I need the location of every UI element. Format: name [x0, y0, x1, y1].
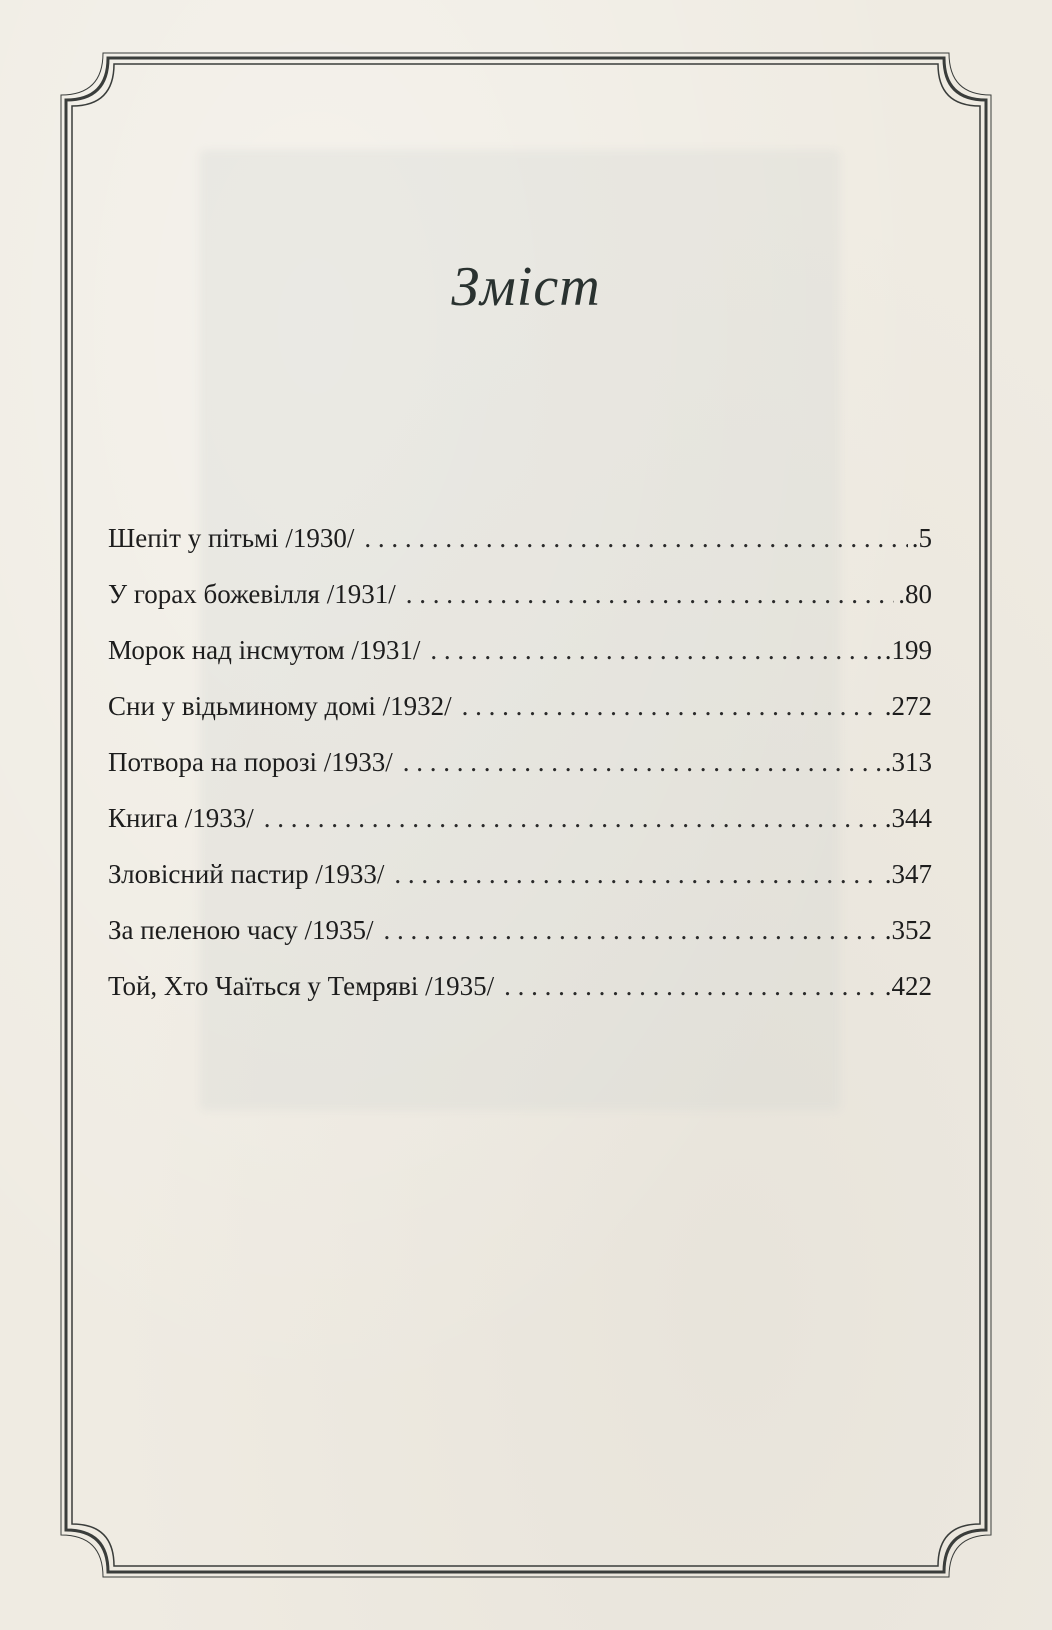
- toc-entry-page: .422: [884, 971, 932, 1001]
- toc-entry: [108, 803, 932, 859]
- toc-entry-title: Потвора на порозі /1933/: [108, 747, 393, 777]
- toc-entry-page: .272: [884, 691, 932, 721]
- toc-entry-page: .5: [911, 523, 932, 553]
- dot-leader: [394, 859, 880, 890]
- toc-entry-page: .352: [884, 915, 932, 945]
- dot-leader: [406, 579, 895, 610]
- toc-entry-title: Той, Хто Чаїться у Темряві /1935/: [108, 971, 495, 1001]
- toc-entry: [108, 859, 932, 915]
- toc-entry: [108, 635, 932, 691]
- dot-leader: [430, 635, 880, 666]
- toc-entry-title: Морок над інсмутом /1931/: [108, 635, 421, 665]
- toc-entry-title: Сни у відьминому домі /1932/: [108, 691, 452, 721]
- toc-entry: [108, 691, 932, 747]
- toc-entry-page: .199: [884, 635, 932, 665]
- page-title: Зміст: [451, 256, 601, 318]
- toc-entry: [108, 747, 932, 803]
- toc-entry-page: .344: [884, 803, 932, 833]
- toc-entry-title: Зловісний пастир /1933/: [108, 859, 385, 889]
- dot-leader: [462, 691, 881, 722]
- toc-entry-page: .347: [884, 859, 932, 889]
- dot-leader: [383, 915, 880, 946]
- toc-entry-title: Книга /1933/: [108, 803, 254, 833]
- dot-leader: [403, 747, 881, 778]
- dot-leader: [264, 803, 881, 834]
- toc-entry-title: У горах божевілля /1931/: [108, 579, 396, 609]
- toc-entry-title: Шепіт у пітьмі /1930/: [108, 523, 355, 553]
- toc-entry-page: .80: [898, 579, 932, 609]
- toc-entry-title: За пеленою часу /1935/: [108, 915, 374, 945]
- toc-entry: [108, 915, 932, 971]
- dot-leader: [504, 971, 881, 1002]
- toc-entry: [108, 523, 932, 579]
- toc-entry: [108, 971, 932, 1027]
- toc-entry: [108, 579, 932, 635]
- table-of-contents: [108, 523, 932, 1027]
- toc-entry-page: .313: [884, 747, 932, 777]
- dot-leader: [364, 523, 907, 554]
